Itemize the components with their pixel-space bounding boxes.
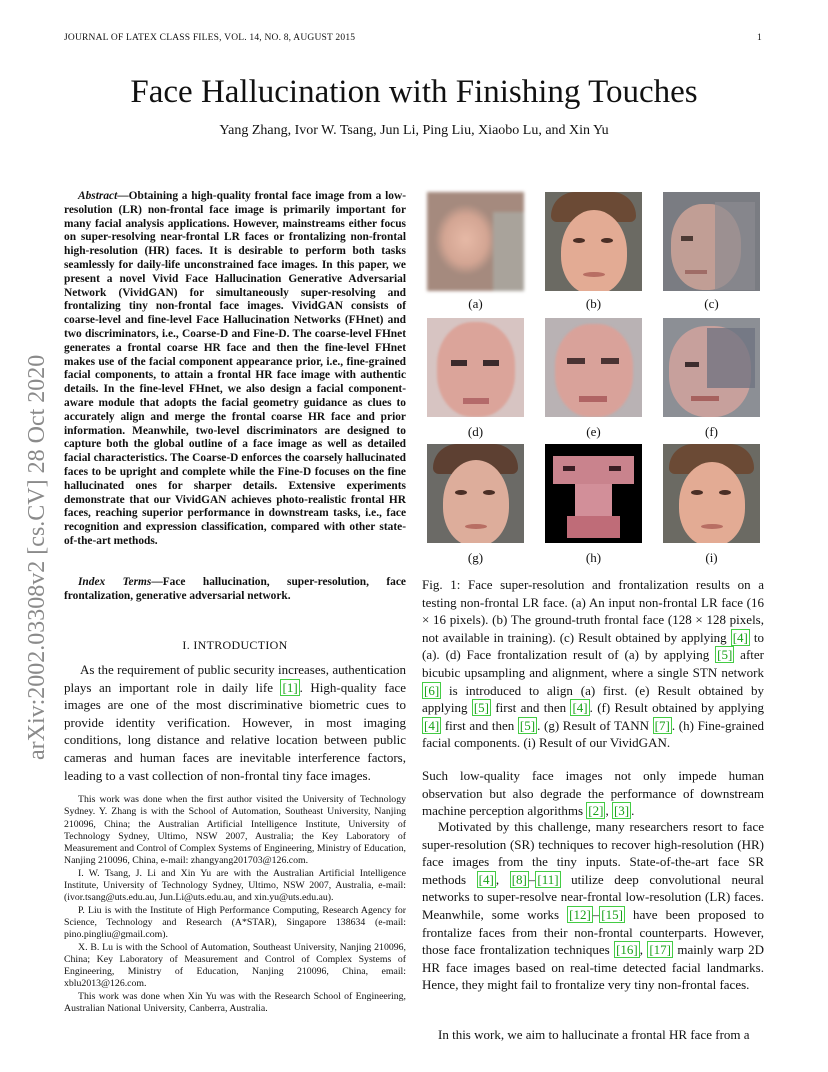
text-run: Fig. 1: Face super-resolution and frontalization results on a testing non-frontal LR face. (a) An input non-frontal LR face (16 × 16 pixels). (b) The ground-truth frontal face (128 × 128 pixels, not available in training). (c) Result obtained by applying [422,577,764,645]
citation-link[interactable]: [16] [616,942,638,958]
arxiv-identifier[interactable]: arXiv:2002.03308v2 [cs.CV] 28 Oct 2020 [24,354,50,760]
sublabel: (a) [468,296,483,311]
text-run: . (g) Result of TANN [537,717,653,733]
intro-text-b: . High-quality face images are one of the most discriminative biometric cues to provide identity verification. However, in most imaging conditions, long distance and relative location between public cameras and human faces are inevitable interference factors, leading to a vast collection of non-frontal tiny face images. [64,679,407,783]
paper-title: Face Hallucination with Finishing Touches [130,74,698,110]
citation-link[interactable]: [12] [569,906,591,922]
citation-link[interactable]: [5] [717,647,733,663]
footnotes [64,794,406,1015]
face-image-a-blurry-lr-input [427,192,524,291]
index-terms-text: —Face hallucination, super-resolution, face frontalization, generative adversarial network. [64,576,406,602]
text-run: , [639,942,648,958]
sublabel: (d) [467,424,484,439]
text-run: utilize deep convolutional neural networks to super-resolve near-frontal low-resolution (LR) faces. Meanwhile, some works [422,871,764,922]
footnote: This work was done when Xin Yu was with the Research School of Engineering, Australian National University, Canberra, Australia. [64,990,406,1015]
text-run: . (f) Result obtained by applying [589,700,764,716]
face-image-e-sr-after-frontalization [545,318,642,417]
sublabel: (g) [467,550,484,565]
face-image-b-ground-truth [545,192,642,291]
author-list: Yang Zhang, Ivor W. Tsang, Jun Li, Ping Liu, Xiaobo Lu, and Xin Yu [219,123,609,138]
abstract-text: —Obtaining a high-quality frontal face image from a low-resolution (LR) non-frontal face image is primarily important for many facial analysis applications. However, mainstreams either focus on super-resolving near-frontal LR faces or frontalizing non-frontal high-resolution (HR) faces. It is desirable to perform both tasks seamlessly for daily-life unconstrained face images. In this paper, we present a novel Vivid Face Hallucination Generative Adversarial Network (VividGAN) for simultaneously super-resolving and frontalizing tiny non-frontal face images. VividGAN consists of coarse-level and fine-level Face Hallucination Networks (FHnet) and two discriminators, i.e., Coarse-D and Fine-D. The coarse-level FHnet generates a frontal coarse HR face and then the fine-level FHnet makes use of the facial component appearance prior, i.e., fine-grained facial components, to attain a frontal HR face image with authentic details. In the fine-level FHnet, we also design a facial component-aware module that adopts the facial geometry guidance as clues to accurately align and merge the frontal coarse HR face and prior information. Meanwhile, two-level discriminators are designed to capture both the global outline of a face image as well as detailed facial characteristics. The Coarse-D enforces the coarsely hallucinated faces to be upright and complete while the Fine-D focuses on the fine hallucinated ones for sharper details. Extensive experiments demonstrate that our VividGAN achieves photo-realistic frontal HR faces, reaching superior performance in downstream tasks, i.e., face recognition and expression classification, compared with other state-of-the-art methods. [64,190,406,547]
page-number: 1 [757,33,762,43]
sublabel: (e) [586,424,601,439]
sublabel: (c) [704,296,719,311]
footnote: This work was done when the first author visited the University of Technology Sydney. Y. Zhang is with the School of Automation, Southeast University, Nanjing 210096, China; the Australian Artificial Intelligence Institute, University of Technology Sydney, Ultimo, NSW 2007, Australia; the Key Laboratory of Measurement and Control of Complex Systems of Engineering, Ministry of Education, Nanjing 210096, China, e-mail: zhangyang201703@126.com. [64,794,406,867]
citation-link[interactable]: [2] [588,803,604,819]
text-run: , [605,803,612,819]
sublabel: (i) [705,550,718,565]
footnote: X. B. Lu is with the School of Automation, Southeast University, Nanjing 210096, China; Key Laboratory of Measurement and Control of Complex Systems of Engineering, Ministry of Education, Nanjing 210096, China, email: xblu2013@126.com. [64,941,406,990]
text-run: first and then [441,717,518,733]
sublabel: (b) [585,296,602,311]
text-run: have been proposed to frontalize faces from their non-frontal counterparts. However, those face frontalization techniques [422,906,764,958]
citation-link[interactable]: [1] [282,679,298,695]
citation-link[interactable]: [4] [478,871,494,887]
citation-link[interactable]: [15] [601,906,623,922]
text-run: is introduced to align (a) first. (e) Result obtained by applying [422,682,764,716]
citation-link[interactable]: [4] [424,717,440,733]
citation-link[interactable]: [4] [572,700,588,716]
body-paragraph [422,767,764,820]
text-run: Motivated by this challenge, many researchers resort to face super-resolution (SR) techniques to recover high-resolution (HR) face images from the tiny inputs. State-of-the-art face SR methods [422,819,764,887]
body-paragraph [422,818,764,994]
citation-link[interactable]: [7] [654,717,670,733]
face-image-f-frontalization-after-sr [663,318,760,417]
citation-link[interactable]: [8] [511,871,527,887]
intro-paragraph [64,661,406,784]
body-paragraph: In this work, we aim to hallucinate a frontal HR face from a [438,1027,750,1042]
sublabel: (h) [585,550,602,565]
footnote: P. Liu is with the Institute of High Performance Computing, Research Agency for Science, Technology and Research (A*STAR), Singapore 138634 (e-mail: pino.pingliu@gmail.com). [64,904,406,941]
face-image-i-vividgan-result [663,444,760,543]
citation-link[interactable]: [5] [519,717,536,733]
text-run: . (h) Fine-grained facial components. (i) Result of our VividGAN. [422,717,764,751]
citation-link[interactable]: [5] [473,700,489,716]
figure-caption [422,576,764,752]
citation-link[interactable]: [17] [649,942,671,958]
index-terms-lead: Index Terms [78,576,152,588]
text-run: Such low-quality face images not only impede human observation but also degrade the performance of downstream machine perception algorithms [422,768,764,819]
abstract [64,190,406,549]
running-head: JOURNAL OF LATEX CLASS FILES, VOL. 14, NO. 8, AUGUST 2015 [64,33,356,43]
citation-link[interactable]: [6] [424,682,440,698]
text-run: after bicubic upsampling and alignment, where a single STN network [422,647,764,680]
index-terms [64,576,406,604]
citation-link[interactable]: [3] [613,803,630,819]
citation-link[interactable]: [4] [732,629,748,645]
intro-text-a: As the requirement of public security increases, authentication plays an important role in daily life [64,662,406,695]
abstract-lead: Abstract [78,190,118,202]
text-run: first and then [491,700,571,716]
citation-link[interactable]: [11] [537,871,559,887]
face-image-d-frontalized [427,318,524,417]
text-run: mainly warp 2D HR face images based on real-time detected facial landmarks. Hence, they might fail to frontalize very tiny non-frontal faces. [422,942,765,993]
text-run: , [495,871,510,887]
sublabel: (f) [705,424,718,439]
text-run: – [592,906,600,922]
face-image-g-tann-result [427,444,524,543]
face-image-h-facial-components [545,444,642,543]
section-heading: I. INTRODUCTION [182,638,288,652]
text-run: to (a). (d) Face frontalization result of (a) by applying [422,629,765,663]
footnote: I. W. Tsang, J. Li and Xin Yu are with the Australian Artificial Intelligence Institute, University of Technology Sydney, Ultimo, NSW 2007, Australia, e-mail: (ivor.tsang@uts.edu.au, Jun.Li@uts.edu.au, and xin.yu@uts.edu.au). [64,867,406,904]
face-image-c-sr-result [663,192,760,291]
text-run: . [631,803,635,819]
text-run: – [528,871,536,887]
